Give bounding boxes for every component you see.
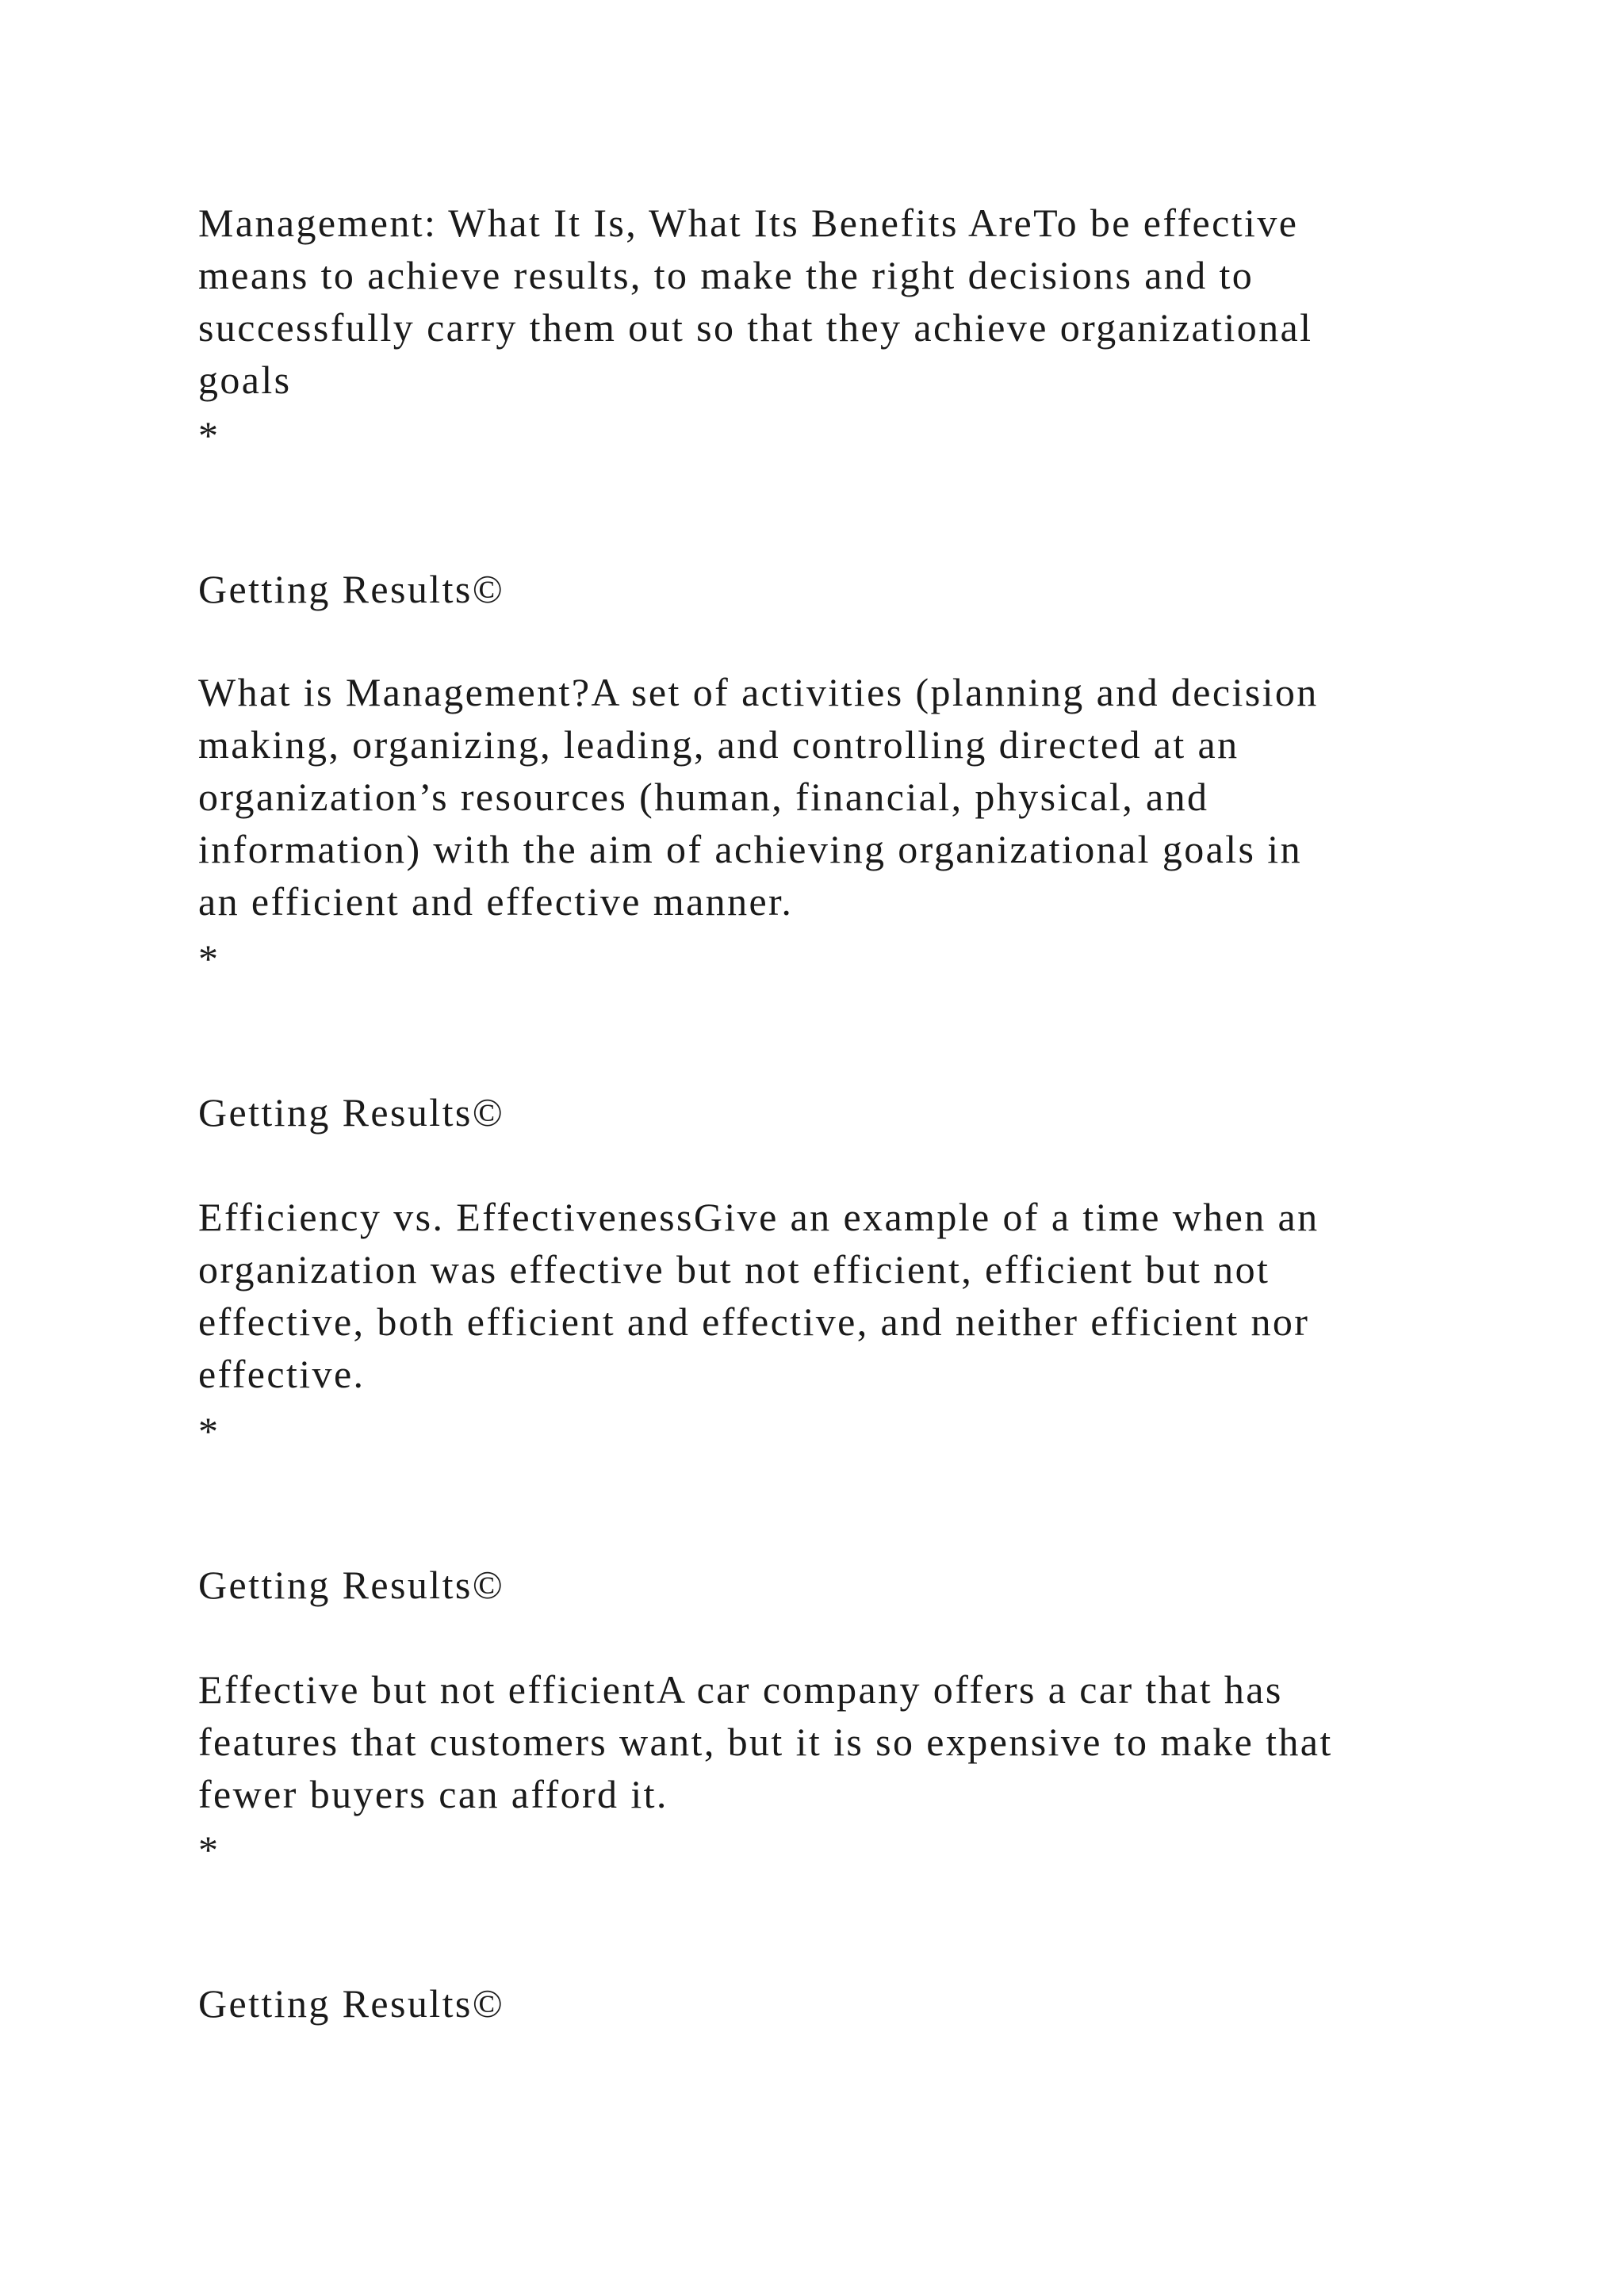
paragraph-line: information) with the aim of achieving organizational goals in — [198, 827, 1302, 871]
paragraph-line: successfully carry them out so that they achieve organizational — [198, 305, 1313, 350]
slide-footer: Getting Results© — [198, 1090, 505, 1135]
paragraph-line: effective, both efficient and effective, and neither efficient nor — [198, 1299, 1310, 1344]
paragraph-line: means to achieve results, to make the right decisions and to — [198, 253, 1254, 297]
slide-footer: Getting Results© — [198, 1981, 505, 2026]
paragraph-line: Management: What It Is, What Its Benefits AreTo be effective — [198, 201, 1299, 245]
slide-footer: Getting Results© — [198, 1563, 505, 1607]
paragraph-line: organization’s resources (human, financial, physical, and — [198, 775, 1209, 819]
paragraph-line: Effective but not efficientA car company offers a car that has — [198, 1667, 1283, 1712]
slide-footer: Getting Results© — [198, 567, 505, 611]
slide-marker: * — [198, 1827, 218, 1872]
paragraph-line: Efficiency vs. EffectivenessGive an example of a time when an — [198, 1195, 1320, 1239]
paragraph-line: fewer buyers can afford it. — [198, 1772, 668, 1816]
slide-marker: * — [198, 1409, 218, 1453]
paragraph-line: features that customers want, but it is so expensive to make that — [198, 1720, 1333, 1764]
paragraph-line: goals — [198, 358, 292, 402]
slide-marker: * — [198, 413, 218, 457]
paragraph-line: organization was effective but not efficient, efficient but not — [198, 1247, 1270, 1292]
paragraph-line: making, organizing, leading, and controlling directed at an — [198, 722, 1239, 767]
slide-marker: * — [198, 936, 218, 981]
paragraph-line: What is Management?A set of activities (planning and decision — [198, 670, 1319, 714]
paragraph-line: effective. — [198, 1352, 366, 1396]
paragraph-line: an efficient and effective manner. — [198, 879, 794, 924]
